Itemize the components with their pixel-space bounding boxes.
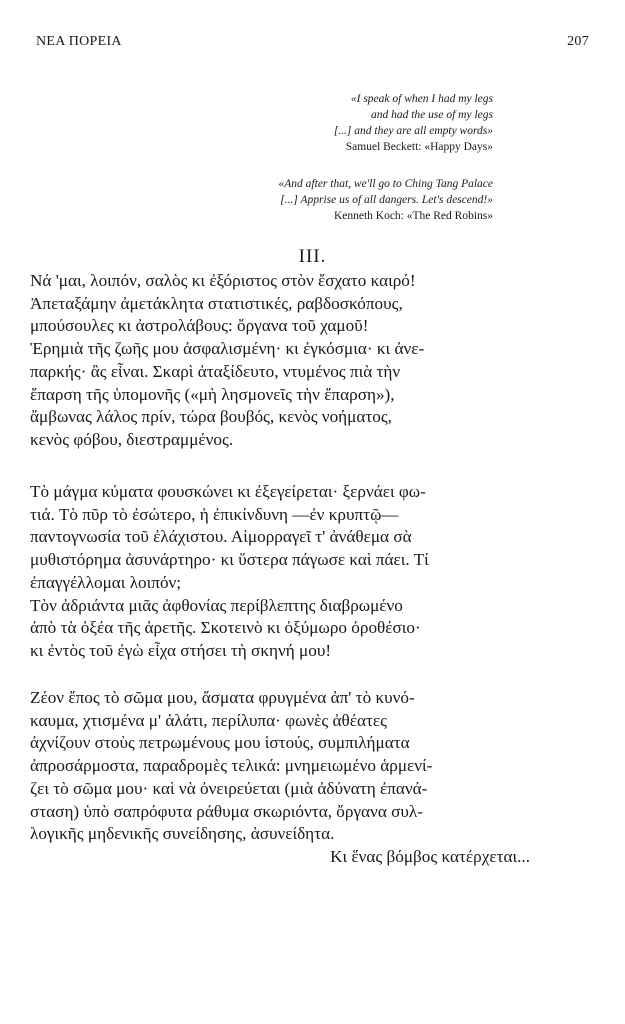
epigraph-line: and had the use of my legs xyxy=(370,109,493,121)
epigraph-beckett xyxy=(334,91,493,155)
paragraph-3 xyxy=(30,687,530,869)
epigraph-koch xyxy=(279,176,493,224)
text-line: Ζέον ἔπος τὸ σῶμα μου, ἄσματα φρυγμένα ἀπ' τὸ κυνό- xyxy=(30,688,415,707)
text-line: κι ἐντὸς τοῦ ἐγὼ εἶχα στήσει τὴ σκηνή μου! xyxy=(30,640,332,660)
text-line: σταση) ὑπὸ σαπρόφυτα ράθυμα σκωριόντα, ὄργανα συλ- xyxy=(30,801,423,821)
epigraph-attribution: Samuel Beckett: «Happy Days» xyxy=(345,141,493,153)
text-line: ἄμβωνας λάλος πρίν, τώρα βουβός, κενὸς νοήματος, xyxy=(30,407,392,427)
text-line: ἀπὸ τὰ ὀξέα τῆς ἀρετῆς. Σκοτεινὸ κι ὀξύμωρο ὀροθέσιο· xyxy=(30,618,421,638)
text-line: καυμα, χτισμένα μ' ἁλάτι, περίλυπα· φωνὲς ἀθέατες xyxy=(30,710,387,730)
text-line: κενὸς φόβου, διεστραμμένος. xyxy=(30,429,234,449)
text-line: Ἐρημιὰ τῆς ζωῆς μου ἀσφαλισμένη· κι ἐγκόσμια· κι ἀνε- xyxy=(30,339,425,359)
journal-title: ΝΕΑ ΠΟΡΕΙΑ xyxy=(36,34,122,49)
text-line: παρκής· ἂς εἶναι. Σκαρὶ ἀταξίδευτο, ντυμένος πιὰ τὴν xyxy=(30,361,401,381)
paragraph-2 xyxy=(30,481,530,663)
text-line: λογικῆς μηδενικῆς συνείδησης, ἀσυνείδητα. xyxy=(30,824,335,844)
paragraph-1 xyxy=(30,270,530,452)
text-line: ζει τὸ σῶμα μου· καὶ νὰ ὀνειρεύεται (μιὰ ἀδύνατη ἐπανά- xyxy=(30,778,428,798)
epigraph-line: «And after that, we'll go to Ching Tang Palace xyxy=(278,178,493,190)
text-line: τιά. Τὸ πῦρ τὸ ἐσώτερο, ἡ ἐπικίνδυνη —ἐν κρυπτῷ— xyxy=(30,504,399,524)
text-line: μπούσουλες κι ἀστρολάβους: ὄργανα τοῦ χαμοῦ! xyxy=(30,316,369,336)
text-line: Τὸ μάγμα κύματα φουσκώνει κι ἐξεγείρεται· ξερνάει φω- xyxy=(30,482,426,501)
text-line: ἀπροσάρμοστα, παραδρομὲς τελικά: μνημειωμένο ἁρμενί- xyxy=(30,756,433,776)
section-number: III. xyxy=(298,246,327,267)
text-line: ἀχνίζουν στοὺς πετρωμένους μου ἱστούς, συμπιλήματα xyxy=(30,733,410,753)
text-line: Τὸν ἀδριάντα μιᾶς ἀφθονίας περίβλεπτης διαβρωμένο xyxy=(30,595,403,615)
page-number: 207 xyxy=(567,34,589,49)
text-line: Νά 'μαι, λοιπόν, σαλὸς κι ἐξόριστος στὸν ἔσχατο καιρό! xyxy=(30,271,416,290)
text-line: μυθιστόρημα ἀσυνάρτηρο· κι ὕστερα πάγωσε καὶ πάει. Τί xyxy=(30,550,429,570)
closing-line: Κι ἕνας βόμβος κατέρχεται... xyxy=(330,846,530,866)
epigraph-line: [...] and they are all empty words» xyxy=(333,125,493,137)
epigraph-attribution: Kenneth Koch: «The Red Robins» xyxy=(333,210,493,222)
epigraph-line: [...] Apprise us of all dangers. Let's descend!» xyxy=(280,194,493,206)
text-line: Ἀπεταξάμην ἀμετάκλητα στατιστικές, ραβδοσκόπους, xyxy=(30,293,403,313)
text-line: παντογνωσία τοῦ ἐλάχιστου. Αἱμορραγεῖ τ' ἀνάθεμα σὰ xyxy=(30,527,412,547)
text-line: ἔπαρση τῆς ὑπομονῆς («μὴ λησμονεῖς τὴν ἔπαρση»), xyxy=(30,384,395,404)
epigraph-line: «I speak of when I had my legs xyxy=(350,93,493,105)
text-line: ἐπαγγέλλομαι λοιπόν; xyxy=(30,572,182,592)
